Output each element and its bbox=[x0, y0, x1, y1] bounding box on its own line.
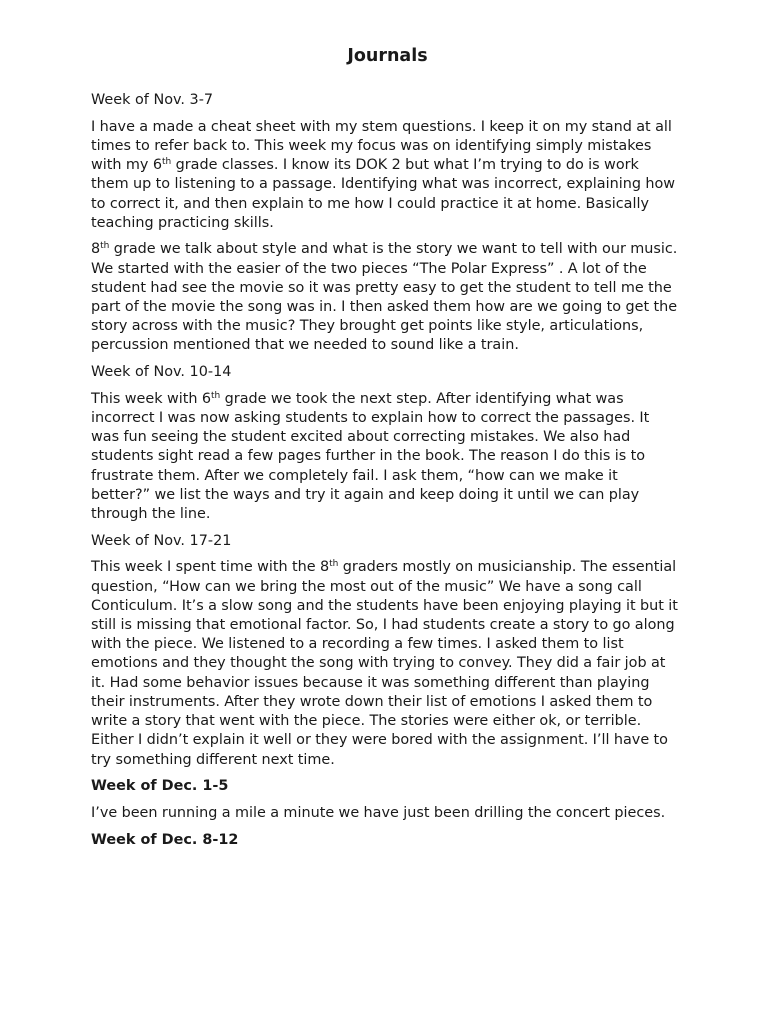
journal-paragraph: This week with 6th grade we took the next step. After identifying what was incorrect I was now asking students to explain how to correct the passages. It was fun seeing the student excited about correcting mistakes. We also had students sight read a few pages further in the book. The reason I do this is to frustrate them. After we completely fail. I ask them, “how can we make it better?” we list the ways and try it again and keep doing it until we can play through the line. bbox=[91, 390, 650, 523]
journal-paragraph: This week I spent time with the 8th graders mostly on musicianship. The essential question, “How can we bring the most out of the music” We have a song call Conticulum. It’s a slow song and the students have been enjoying playing it but it still is missing that emotional factor. So, I had students create a story to go along with the piece. We listened to a recording a few times. I asked them to list emotions and they thought the song with trying to convey. They did a fair job at it. Had some behavior issues because it was something different than playing their instruments. After they wrote down their list of emotions I asked them to write a story that went with the piece. The stories were either ok, or terrible. Either I didn’t explain it well or they were bored with the assignment. I’ll have to try something different next time. bbox=[91, 559, 678, 768]
journal-paragraph: I’ve been running a mile a minute we have just been drilling the concert pieces. bbox=[91, 804, 666, 821]
document-title: Journals bbox=[347, 46, 428, 66]
week-heading-nov-10-14: Week of Nov. 10-14 bbox=[91, 364, 232, 381]
week-heading-nov-3-7: Week of Nov. 3-7 bbox=[91, 92, 214, 108]
week-heading-dec-1-5: Week of Dec. 1-5 bbox=[91, 778, 229, 795]
superscript-ordinal: th bbox=[329, 559, 339, 570]
journal-paragraph: I have a made a cheat sheet with my stem questions. I keep it on my stand at all times to refer back to. This week my focus was on identifying simply mistakes with my 6th grade classes. I know its DOK 2 but what I’m trying to do is work them up to listening to a passage. Identifying what was incorrect, explaining how to correct it, and then explain to me how I could practice it at home. Basically teaching practicing skills. bbox=[91, 118, 676, 231]
superscript-ordinal: th bbox=[100, 241, 110, 252]
week-heading-nov-17-21: Week of Nov. 17-21 bbox=[91, 532, 232, 549]
journal-paragraph: 8th grade we talk about style and what is the story we want to tell with our music. We started with the easier of the two pieces “The Polar Express” . A lot of the student had see the movie so it was pretty easy to get the student to tell me the part of the movie the song was in. I then asked them how are we going to get the story across with the music? They brought get points like style, articulations, percussion mentioned that we needed to sound like a train. bbox=[91, 241, 678, 354]
superscript-ordinal: th bbox=[211, 390, 221, 401]
superscript-ordinal: th bbox=[161, 157, 172, 168]
week-heading-dec-8-12: Week of Dec. 8-12 bbox=[91, 831, 239, 848]
